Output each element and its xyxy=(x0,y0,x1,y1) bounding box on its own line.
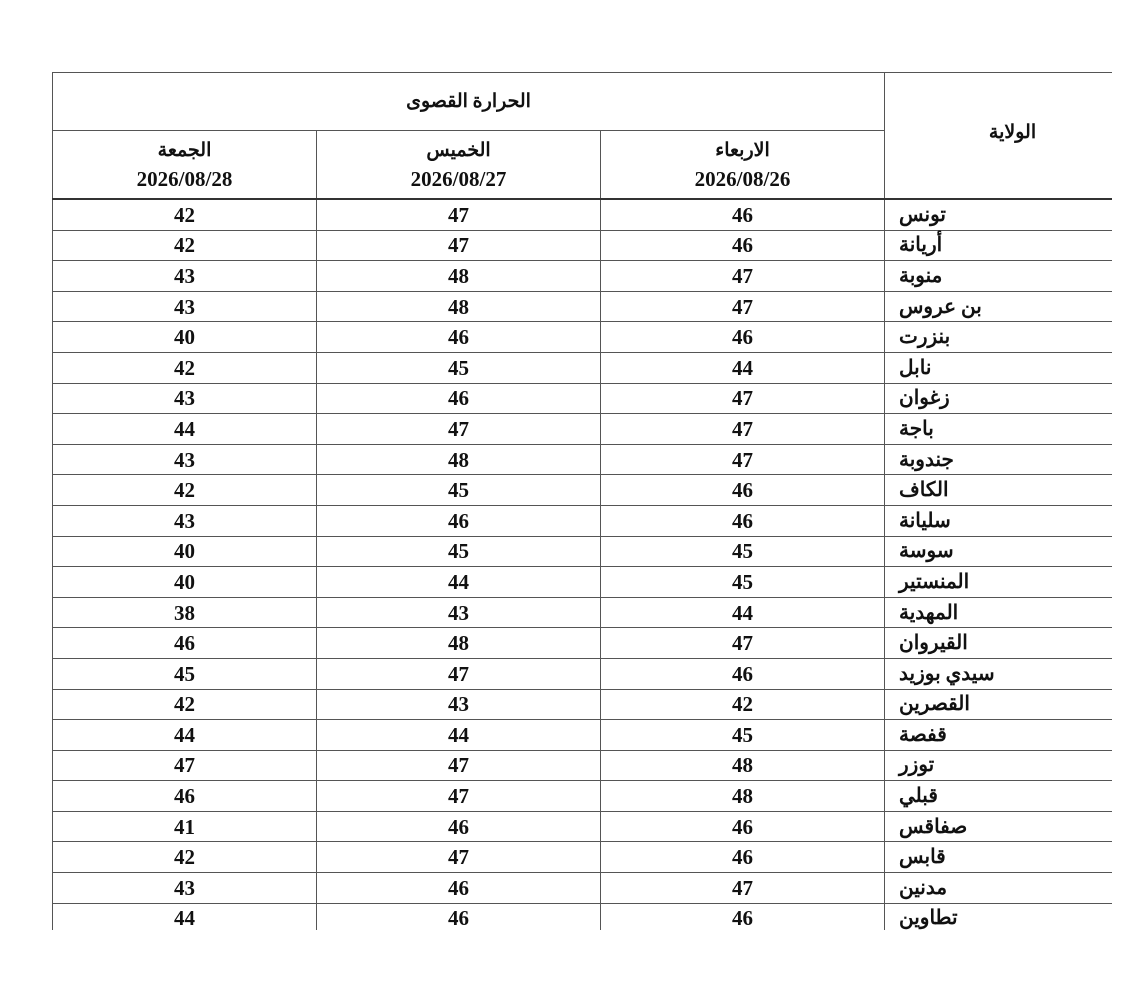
table-row xyxy=(53,689,1113,720)
temperature-cell: 46 xyxy=(601,199,885,230)
governorate-cell: تطاوين xyxy=(885,903,1112,930)
table-row xyxy=(53,873,1113,904)
governorate-cell: جندوبة xyxy=(885,444,1112,475)
temperature-cell: 38 xyxy=(53,597,317,628)
temperature-cell: 46 xyxy=(601,903,885,930)
day-date: 2026/08/28 xyxy=(136,166,233,191)
temperature-table xyxy=(52,72,1112,930)
temperature-cell: 44 xyxy=(53,720,317,751)
temperature-cell: 43 xyxy=(317,689,601,720)
temperature-cell: 45 xyxy=(53,658,317,689)
temperature-cell: 40 xyxy=(53,322,317,353)
governorate-cell: المنستير xyxy=(885,567,1112,598)
table-row xyxy=(53,597,1113,628)
table-header xyxy=(53,73,1113,200)
day-name: الاربعاء xyxy=(715,139,770,161)
governorate-cell: مدنين xyxy=(885,873,1112,904)
temperature-cell: 46 xyxy=(317,505,601,536)
temperature-cell: 47 xyxy=(601,291,885,322)
temperature-cell: 45 xyxy=(317,475,601,506)
temperature-cell: 46 xyxy=(601,505,885,536)
table-row xyxy=(53,567,1113,598)
temperature-cell: 46 xyxy=(317,322,601,353)
governorate-cell: قبلي xyxy=(885,781,1112,812)
governorate-cell: بن عروس xyxy=(885,291,1112,322)
temperature-cell: 48 xyxy=(317,291,601,322)
governorate-column-header: الولاية xyxy=(885,73,1112,200)
day-column-header xyxy=(317,131,601,200)
governorate-cell: سوسة xyxy=(885,536,1112,567)
temperature-cell: 45 xyxy=(601,720,885,751)
temperature-cell: 47 xyxy=(317,658,601,689)
temperature-cell: 46 xyxy=(317,811,601,842)
temperature-cell: 43 xyxy=(53,505,317,536)
temperature-cell: 47 xyxy=(317,781,601,812)
temperature-cell: 46 xyxy=(317,383,601,414)
governorate-cell: تونس xyxy=(885,199,1112,230)
temperature-cell: 44 xyxy=(317,567,601,598)
governorate-cell: القصرين xyxy=(885,689,1112,720)
temperature-cell: 44 xyxy=(53,903,317,930)
table-row xyxy=(53,230,1113,261)
governorate-cell: أريانة xyxy=(885,230,1112,261)
temperature-cell: 45 xyxy=(317,536,601,567)
temperature-cell: 43 xyxy=(53,383,317,414)
governorate-cell: سيدي بوزيد xyxy=(885,658,1112,689)
table-row xyxy=(53,658,1113,689)
table-row xyxy=(53,261,1113,292)
governorate-cell: قابس xyxy=(885,842,1112,873)
temperature-cell: 46 xyxy=(53,628,317,659)
governorate-cell: الكاف xyxy=(885,475,1112,506)
temperature-cell: 43 xyxy=(53,873,317,904)
temperature-cell: 42 xyxy=(601,689,885,720)
temperature-cell: 42 xyxy=(53,475,317,506)
table-row xyxy=(53,291,1113,322)
temperature-cell: 44 xyxy=(53,414,317,445)
table-row xyxy=(53,199,1113,230)
temperature-cell: 47 xyxy=(317,750,601,781)
temperature-cell: 48 xyxy=(317,261,601,292)
temperature-cell: 43 xyxy=(317,597,601,628)
table-row xyxy=(53,505,1113,536)
table-row xyxy=(53,322,1113,353)
temperature-cell: 42 xyxy=(53,842,317,873)
max-temperature-header: الحرارة القصوى xyxy=(53,73,885,131)
table-row xyxy=(53,720,1113,751)
day-date: 2026/08/27 xyxy=(410,166,507,191)
temperature-cell: 46 xyxy=(601,230,885,261)
temperature-cell: 43 xyxy=(53,291,317,322)
governorate-cell: نابل xyxy=(885,352,1112,383)
temperature-cell: 47 xyxy=(317,842,601,873)
day-name: الخميس xyxy=(426,139,491,161)
temperature-cell: 40 xyxy=(53,536,317,567)
table-row xyxy=(53,781,1113,812)
temperature-cell: 48 xyxy=(601,750,885,781)
table-row xyxy=(53,628,1113,659)
temperature-cell: 46 xyxy=(601,322,885,353)
temperature-cell: 46 xyxy=(601,811,885,842)
temperature-cell: 47 xyxy=(317,414,601,445)
governorate-cell: المهدية xyxy=(885,597,1112,628)
temperature-cell: 42 xyxy=(53,689,317,720)
table-row xyxy=(53,842,1113,873)
temperature-cell: 47 xyxy=(601,414,885,445)
temperature-cell: 44 xyxy=(317,720,601,751)
temperature-cell: 47 xyxy=(601,628,885,659)
temperature-cell: 48 xyxy=(317,628,601,659)
governorate-cell: سليانة xyxy=(885,505,1112,536)
temperature-cell: 44 xyxy=(601,597,885,628)
temperature-table-container xyxy=(52,72,1112,930)
temperature-cell: 47 xyxy=(601,444,885,475)
table-row xyxy=(53,475,1113,506)
governorate-cell: قفصة xyxy=(885,720,1112,751)
temperature-cell: 46 xyxy=(601,842,885,873)
temperature-cell: 41 xyxy=(53,811,317,842)
temperature-cell: 42 xyxy=(53,230,317,261)
temperature-cell: 40 xyxy=(53,567,317,598)
table-row xyxy=(53,811,1113,842)
temperature-cell: 45 xyxy=(317,352,601,383)
temperature-cell: 47 xyxy=(317,199,601,230)
temperature-cell: 47 xyxy=(601,873,885,904)
table-row xyxy=(53,750,1113,781)
temperature-cell: 48 xyxy=(601,781,885,812)
table-row xyxy=(53,536,1113,567)
temperature-cell: 45 xyxy=(601,567,885,598)
governorate-cell: صفاقس xyxy=(885,811,1112,842)
temperature-cell: 45 xyxy=(601,536,885,567)
temperature-cell: 48 xyxy=(317,444,601,475)
temperature-cell: 46 xyxy=(601,658,885,689)
temperature-cell: 42 xyxy=(53,199,317,230)
table-body xyxy=(53,199,1113,930)
governorate-cell: بنزرت xyxy=(885,322,1112,353)
table-row xyxy=(53,903,1113,930)
governorate-cell: منوبة xyxy=(885,261,1112,292)
table-row xyxy=(53,444,1113,475)
temperature-cell: 47 xyxy=(601,383,885,414)
governorate-cell: زغوان xyxy=(885,383,1112,414)
temperature-cell: 46 xyxy=(53,781,317,812)
table-row xyxy=(53,414,1113,445)
temperature-cell: 46 xyxy=(317,903,601,930)
temperature-cell: 46 xyxy=(601,475,885,506)
governorate-cell: باجة xyxy=(885,414,1112,445)
governorate-cell: القيروان xyxy=(885,628,1112,659)
temperature-cell: 47 xyxy=(53,750,317,781)
temperature-cell: 43 xyxy=(53,261,317,292)
temperature-cell: 43 xyxy=(53,444,317,475)
day-date: 2026/08/26 xyxy=(694,166,791,191)
temperature-cell: 47 xyxy=(601,261,885,292)
temperature-cell: 47 xyxy=(317,230,601,261)
table-row xyxy=(53,352,1113,383)
day-name: الجمعة xyxy=(157,139,212,161)
temperature-cell: 46 xyxy=(317,873,601,904)
temperature-cell: 44 xyxy=(601,352,885,383)
day-column-header xyxy=(601,131,885,200)
day-column-header xyxy=(53,131,317,200)
table-row xyxy=(53,383,1113,414)
temperature-cell: 42 xyxy=(53,352,317,383)
governorate-cell: توزر xyxy=(885,750,1112,781)
